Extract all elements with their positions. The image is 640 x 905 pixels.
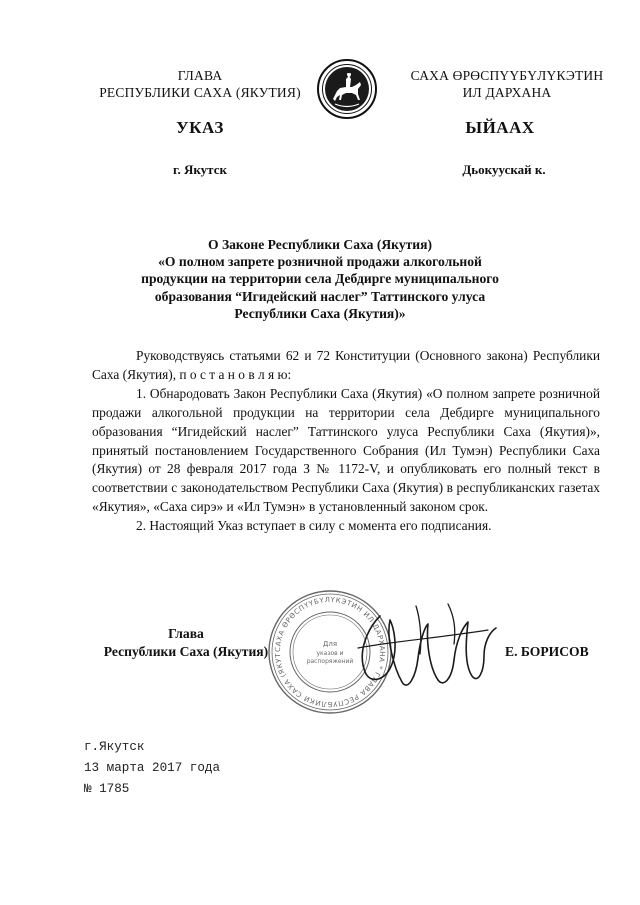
signature-title-line2: Республики Саха (Якутия) bbox=[103, 644, 269, 659]
seal-center-line3: распоряжений bbox=[306, 658, 354, 665]
header-right-line1: САХА ӨРӨСПҮҮБҮЛҮКЭТИН bbox=[410, 68, 604, 83]
decree-body bbox=[92, 347, 600, 536]
heading-line2: «О полном запрете розничной продажи алкогольной bbox=[158, 254, 482, 270]
doc-type-left: УКАЗ bbox=[176, 118, 224, 137]
handwritten-signature bbox=[328, 598, 508, 698]
heading-line4: образования “Игидейский наслег” Таттинского улуса bbox=[154, 288, 486, 304]
body-item-2: 2. Настоящий Указ вступает в силу с момента его подписания. bbox=[136, 518, 492, 534]
city-left: г. Якутск bbox=[173, 162, 227, 177]
header-right bbox=[378, 67, 636, 101]
header-left bbox=[70, 67, 330, 101]
signatory-name: Е. БОРИСОВ bbox=[505, 644, 589, 659]
signature-title bbox=[86, 625, 286, 661]
seal-ring-text: САХА ӨРӨСПҮҮБҮЛҮКЭТИН ИЛ ДАРХАНА * ГЛАВА РЕСПУБЛИКИ САХА (ЯКУТ bbox=[273, 595, 387, 709]
seal-center-line2: указов и bbox=[316, 650, 344, 657]
header-left-line1: ГЛАВА bbox=[177, 68, 223, 83]
city-right: Дьокуускай к. bbox=[462, 162, 546, 177]
footer-city: г.Якутск bbox=[84, 740, 145, 754]
body-preamble: Руководствуясь статьями 62 и 72 Конституции (Основного закона) Республики Саха (Якутия), п о с т а н о в л я ю: bbox=[92, 348, 600, 382]
header-right-line2: ИЛ ДАРХАНА bbox=[462, 85, 552, 100]
heading-line3: продукции на территории села Дебдирге муниципального bbox=[141, 271, 499, 287]
footer-date: 13 марта 2017 года bbox=[84, 761, 221, 775]
decree-heading bbox=[90, 236, 550, 322]
header-left-line2: РЕСПУБЛИКИ САХА (ЯКУТИЯ) bbox=[99, 85, 301, 100]
doc-type-right: ЫЙААХ bbox=[465, 118, 535, 137]
footer-number: № 1785 bbox=[84, 782, 130, 796]
seal-center-line1: Для bbox=[322, 640, 338, 648]
body-item-1: 1. Обнародовать Закон Республики Саха (Якутия) «О полном запрете розничной продажи алкогольной продукции на территории села Дебдирге муниципального образования “Игидейский наслег” Таттинского улуса Республики Саха (Якутия)», принятый постановлением Государственного Собрания (Ил Тумэн) Республики Саха (Якутия) от 28 февраля 2017 года З № 1172-V, и опубликовать его полный текст в соответствии с законодательством Республики Саха (Якутия) в республиканских газетах «Якутия», «Саха сирэ» и «Ил Тумэн» в установленный законом срок. bbox=[92, 385, 600, 515]
coat-of-arms-emblem bbox=[316, 58, 378, 120]
heading-line5: Республики Саха (Якутия)» bbox=[234, 305, 406, 321]
heading-line1: О Законе Республики Саха (Якутия) bbox=[207, 237, 433, 252]
footer-block bbox=[84, 737, 384, 800]
signature-title-line1: Глава bbox=[168, 626, 204, 641]
